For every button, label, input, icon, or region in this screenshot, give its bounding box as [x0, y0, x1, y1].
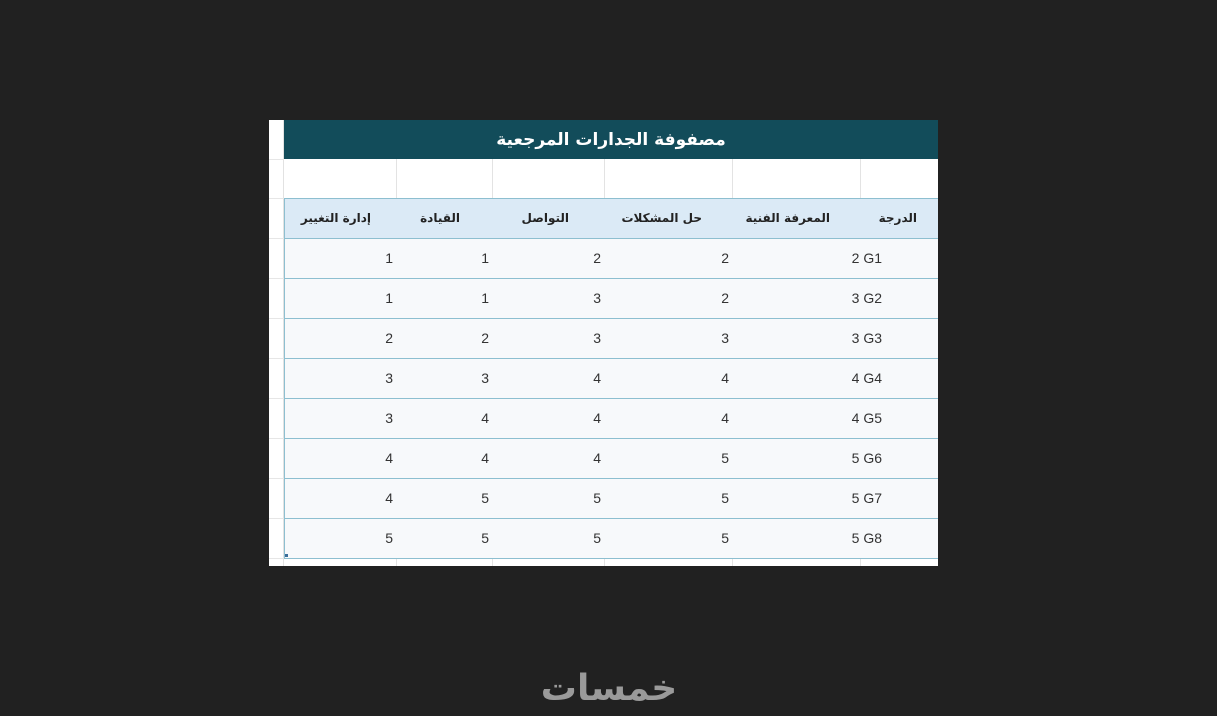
grade-code: G2 [863, 290, 882, 306]
table-row [284, 399, 938, 439]
cell-problem-solving[interactable]: 5 [721, 450, 729, 466]
technical-value: 5 [851, 490, 860, 506]
cell-communication[interactable]: 2 [593, 250, 601, 266]
cell-grade[interactable] [852, 279, 882, 318]
gutter-line [269, 558, 284, 559]
technical-value: 5 [851, 450, 860, 466]
cell-leadership[interactable]: 1 [481, 290, 489, 306]
cell-change-management[interactable]: 3 [385, 410, 393, 426]
gutter-line [269, 238, 284, 239]
gutter-line [269, 358, 284, 359]
table-row [284, 279, 938, 319]
header-communication[interactable]: التواصل [521, 211, 569, 225]
cell-change-management[interactable]: 1 [385, 250, 393, 266]
table-row [284, 359, 938, 399]
cell-change-management[interactable]: 3 [385, 370, 393, 386]
cell-leadership[interactable]: 4 [481, 450, 489, 466]
cell-leadership[interactable]: 2 [481, 330, 489, 346]
gutter-line [269, 198, 284, 199]
cell-change-management[interactable]: 2 [385, 330, 393, 346]
cell-leadership[interactable]: 4 [481, 410, 489, 426]
table-row [284, 319, 938, 359]
cell-problem-solving[interactable]: 2 [721, 290, 729, 306]
cell-communication[interactable]: 5 [593, 490, 601, 506]
gutter-line [269, 159, 284, 160]
technical-value: 3 [851, 330, 860, 346]
sheet-title[interactable]: مصفوفة الجدارات المرجعية [284, 120, 938, 159]
cell-leadership[interactable]: 5 [481, 490, 489, 506]
cell-communication[interactable]: 5 [593, 530, 601, 546]
cell-change-management[interactable]: 4 [385, 490, 393, 506]
cell-change-management[interactable]: 4 [385, 450, 393, 466]
competency-table [284, 198, 938, 558]
cell-grade[interactable] [852, 399, 882, 438]
table-row [284, 239, 938, 279]
selection-handle[interactable] [285, 554, 288, 557]
header-change-management[interactable]: إدارة التغيير [300, 211, 371, 225]
table-left-border [284, 198, 285, 558]
cell-communication[interactable]: 4 [593, 410, 601, 426]
technical-value: 4 [851, 410, 860, 426]
watermark-text: خمسات [540, 668, 678, 709]
technical-value: 5 [851, 530, 860, 546]
cell-communication[interactable]: 3 [593, 290, 601, 306]
gutter-line [269, 438, 284, 439]
grade-code: G6 [863, 450, 882, 466]
cell-leadership[interactable]: 1 [481, 250, 489, 266]
cell-problem-solving[interactable]: 2 [721, 250, 729, 266]
header-leadership[interactable]: القيادة [420, 211, 460, 225]
cell-leadership[interactable]: 5 [481, 530, 489, 546]
cell-problem-solving[interactable]: 5 [721, 530, 729, 546]
row-gutter [269, 120, 284, 566]
gutter-line [269, 278, 284, 279]
cell-grade[interactable] [852, 239, 882, 278]
table-row [284, 519, 938, 559]
technical-value: 3 [851, 290, 860, 306]
spreadsheet-sheet [269, 120, 938, 566]
cell-communication[interactable]: 3 [593, 330, 601, 346]
grade-code: G3 [863, 330, 882, 346]
cell-grade[interactable] [852, 359, 882, 398]
cell-communication[interactable]: 4 [593, 370, 601, 386]
cell-leadership[interactable]: 3 [481, 370, 489, 386]
cell-grade[interactable] [852, 439, 882, 478]
cell-problem-solving[interactable]: 3 [721, 330, 729, 346]
header-technical[interactable]: المعرفة الفنية [745, 211, 830, 225]
cell-problem-solving[interactable]: 4 [721, 370, 729, 386]
technical-value: 2 [851, 250, 860, 266]
table-row [284, 479, 938, 519]
cell-grade[interactable] [852, 519, 882, 558]
table-row [284, 439, 938, 479]
grade-code: G4 [863, 370, 882, 386]
gutter-line [269, 318, 284, 319]
table-header-row [284, 199, 938, 239]
header-problem-solving[interactable]: حل المشكلات [621, 211, 702, 225]
grade-code: G8 [863, 530, 882, 546]
cell-grade[interactable] [852, 479, 882, 518]
technical-value: 4 [851, 370, 860, 386]
cell-grade[interactable] [852, 319, 882, 358]
cell-change-management[interactable]: 1 [385, 290, 393, 306]
cell-problem-solving[interactable]: 4 [721, 410, 729, 426]
gutter-line [269, 518, 284, 519]
gutter-line [269, 398, 284, 399]
header-grade[interactable]: الدرجة [878, 211, 917, 225]
cell-communication[interactable]: 4 [593, 450, 601, 466]
grade-code: G5 [863, 410, 882, 426]
khamsat-watermark [534, 664, 684, 710]
grade-code: G7 [863, 490, 882, 506]
grade-code: G1 [863, 250, 882, 266]
cell-problem-solving[interactable]: 5 [721, 490, 729, 506]
gutter-line [269, 478, 284, 479]
cell-change-management[interactable]: 5 [385, 530, 393, 546]
